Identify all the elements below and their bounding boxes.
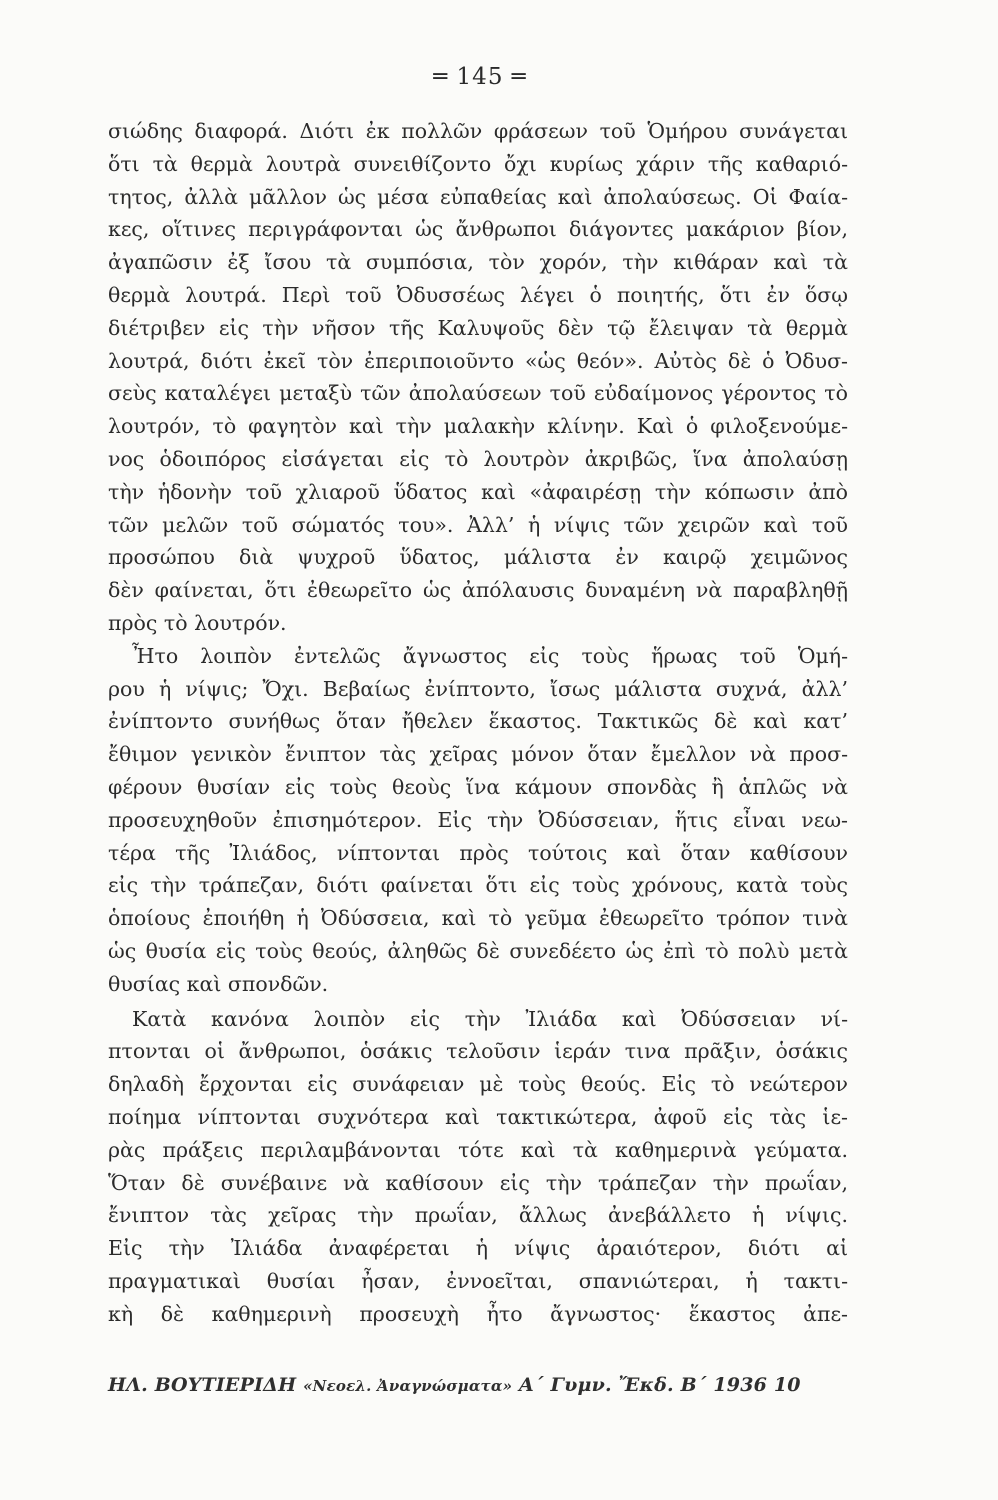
text-line: λουτρά, διότι ἐκεῖ τὸν ἐπεριποιοῦντο «ὡς θεόν». Αὐτὸς δὲ ὁ Ὀδυσ- bbox=[108, 348, 848, 373]
text-line: θυσίας καὶ σπονδῶν. bbox=[108, 971, 329, 996]
text-line: ὁποίους ἐποιήθη ἡ Ὀδύσσεια, καὶ τὸ γεῦμα ἐθεωρεῖτο τρόπον τινὰ bbox=[108, 906, 848, 931]
text-line: τέρα τῆς Ἰλιάδος, νίπτονται πρὸς τούτοις καὶ ὅταν καθίσουν bbox=[108, 840, 848, 865]
text-line: ἔθιμον γενικὸν ἔνιπτον τὰς χεῖρας μόνον ὅταν ἔμελλον νὰ προσ- bbox=[108, 742, 848, 767]
text-line: ρὰς πράξεις περιλαμβάνονται τότε καὶ τὰ καθημερινὰ γεύματα. bbox=[108, 1137, 848, 1162]
text-line: δηλαδὴ ἔρχονται εἰς συνάφειαν μὲ τοὺς θεούς. Εἰς τὸ νεώτερον bbox=[108, 1072, 848, 1097]
text-line: διέτριβεν εἰς τὴν νῆσον τῆς Καλυψοῦς δὲν τῷ ἔλειψαν τὰ θερμὰ bbox=[108, 315, 848, 340]
body-text bbox=[108, 115, 848, 1330]
text-line: κες, οἵτινες περιγράφονται ὡς ἄνθρωποι διάγοντες μακάριον βίον, bbox=[108, 217, 848, 242]
footer-book-title: «Νεοελ. Ἀναγνώσματα» bbox=[303, 1377, 513, 1395]
text-line: τῶν μελῶν τοῦ σώματός του». Ἀλλ’ ἡ νίψις τῶν χειρῶν καὶ τοῦ bbox=[108, 512, 848, 537]
footer-author: ΗΛ. ΒΟΥΤΙΕΡΙΔΗ bbox=[108, 1374, 297, 1396]
text-line: ἔνιπτον τὰς χεῖρας τὴν πρωΐαν, ἄλλως ἀνεβάλλετο ἡ νίψις. bbox=[108, 1203, 848, 1228]
page-number: ═ 145 ═ bbox=[433, 64, 527, 90]
text-line: κὴ δὲ καθημερινὴ προσευχὴ ἦτο ἄγνωστος· ἕκαστος ἀπε- bbox=[108, 1301, 848, 1326]
text-line: σεὺς καταλέγει μεταξὺ τῶν ἀπολαύσεων τοῦ εὐδαίμονος γέροντος τὸ bbox=[108, 381, 848, 406]
text-line: ρου ἡ νίψις; Ὄχι. Βεβαίως ἐνίπτοντο, ἴσως μάλιστα συχνά, ἀλλ’ bbox=[108, 676, 848, 701]
text-line: δὲν φαίνεται, ὅτι ἐθεωρεῖτο ὡς ἀπόλαυσις δυναμένη νὰ παραβληθῇ bbox=[108, 578, 848, 603]
text-line: Ἦτο λοιπὸν ἐντελῶς ἄγνωστος εἰς τοὺς ἥρωας τοῦ Ὁμή- bbox=[132, 643, 848, 668]
text-line: ὡς θυσία εἰς τοὺς θεούς, ἀληθῶς δὲ συνεδέετο ὡς ἐπὶ τὸ πολὺ μετὰ bbox=[108, 938, 848, 963]
text-line: νος ὁδοιπόρος εἰσάγεται εἰς τὸ λουτρὸν ἀκριβῶς, ἵνα ἀπολαύσῃ bbox=[108, 446, 848, 471]
text-line: Κατὰ κανόνα λοιπὸν εἰς τὴν Ἰλιάδα καὶ Ὀδύσσειαν νί- bbox=[132, 1006, 848, 1031]
text-line: πρὸς τὸ λουτρόν. bbox=[108, 610, 287, 635]
text-line: θερμὰ λουτρά. Περὶ τοῦ Ὀδυσσέως λέγει ὁ ποιητής, ὅτι ἐν ὅσῳ bbox=[108, 282, 848, 307]
text-line: ἀγαπῶσιν ἐξ ἴσου τὰ συμπόσια, τὸν χορόν, τὴν κιθάραν καὶ τὰ bbox=[108, 250, 848, 275]
text-line: προσευχηθοῦν ἐπισημότερον. Εἰς τὴν Ὀδύσσειαν, ἥτις εἶναι νεω- bbox=[108, 807, 848, 832]
text-line: Εἰς τὴν Ἰλιάδα ἀναφέρεται ἡ νίψις ἀραιότερον, διότι αἱ bbox=[108, 1236, 848, 1261]
text-line: ὅτι τὰ θερμὰ λουτρὰ συνειθίζοντο ὄχι κυρίως χάριν τῆς καθαριό- bbox=[108, 151, 848, 176]
text-line: ποίημα νίπτονται συχνότερα καὶ τακτικώτερα, ἀφοῦ εἰς τὰς ἱε- bbox=[108, 1104, 848, 1129]
text-line: σιώδης διαφορά. Διότι ἐκ πολλῶν φράσεων τοῦ Ὁμήρου συνάγεται bbox=[108, 119, 848, 143]
text-line: πραγματικαὶ θυσίαι ἦσαν, ἐννοεῖται, σπανιώτεραι, ἡ τακτι- bbox=[108, 1268, 848, 1293]
footer-edition: Α΄ Γυμν. Ἔκδ. Β΄ 1936 10 bbox=[519, 1374, 801, 1396]
footer-signature bbox=[108, 1374, 843, 1396]
text-line: τὴν ἡδονὴν τοῦ χλιαροῦ ὕδατος καὶ «ἀφαιρέσῃ τὴν κόπωσιν ἀπὸ bbox=[108, 479, 848, 504]
text-line: εἰς τὴν τράπεζαν, διότι φαίνεται ὅτι εἰς τοὺς χρόνους, κατὰ τοὺς bbox=[108, 873, 848, 898]
text-line: λουτρόν, τὸ φαγητὸν καὶ τὴν μαλακὴν κλίνην. Καὶ ὁ φιλοξενούμε- bbox=[108, 414, 848, 439]
text-line: φέρουν θυσίαν εἰς τοὺς θεοὺς ἵνα κάμουν σπονδὰς ἢ ἁπλῶς νὰ bbox=[108, 774, 848, 799]
text-line: τητος, ἀλλὰ μᾶλλον ὡς μέσα εὐπαθείας καὶ ἀπολαύσεως. Οἱ Φαία- bbox=[108, 184, 848, 209]
text-line: Ὅταν δὲ συνέβαινε νὰ καθίσουν εἰς τὴν τράπεζαν τὴν πρωΐαν, bbox=[108, 1170, 848, 1195]
text-line: προσώπου διὰ ψυχροῦ ὕδατος, μάλιστα ἐν καιρῷ χειμῶνος bbox=[108, 545, 848, 570]
text-line: ἐνίπτοντο συνήθως ὅταν ἤθελεν ἕκαστος. Τακτικῶς δὲ καὶ κατ’ bbox=[108, 709, 848, 734]
text-line: πτονται οἱ ἄνθρωποι, ὁσάκις τελοῦσιν ἱεράν τινα πρᾶξιν, ὁσάκις bbox=[108, 1039, 848, 1064]
